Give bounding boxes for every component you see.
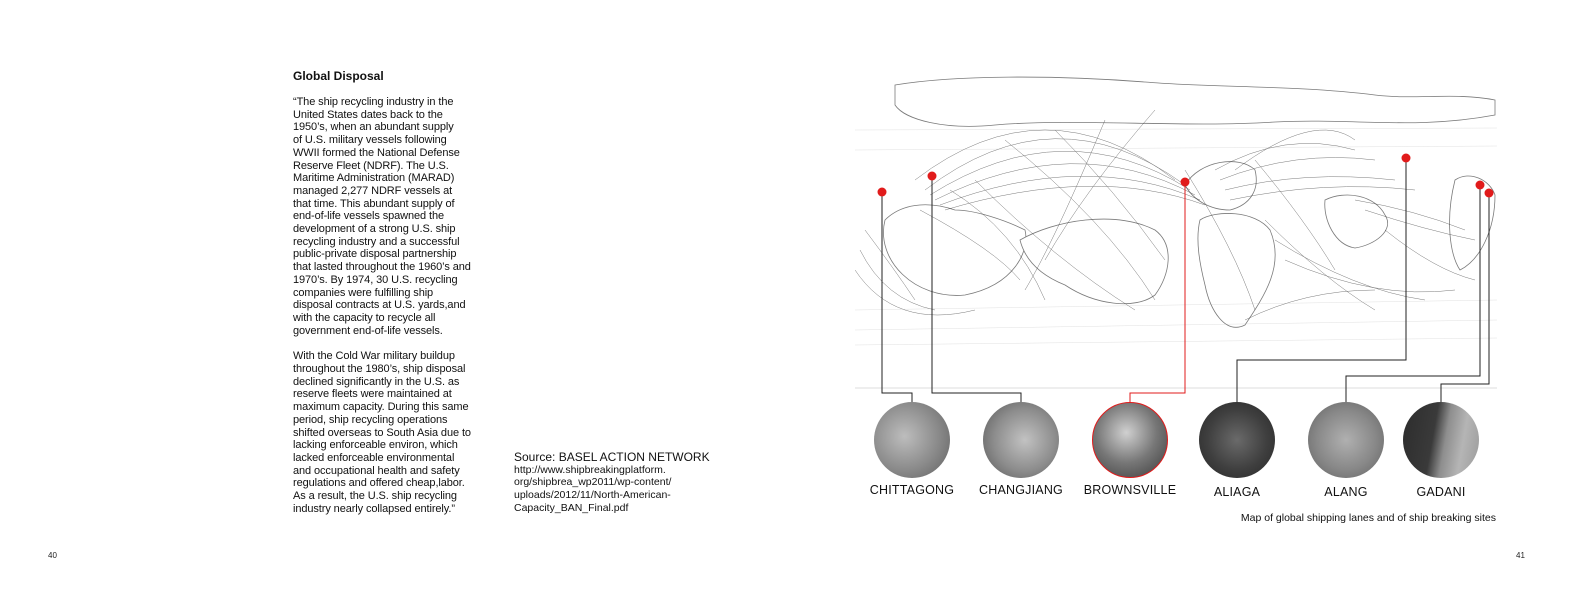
page-number-left: 40 xyxy=(48,551,57,560)
satellite-thumbnail xyxy=(983,402,1059,478)
site-label: CHITTAGONG xyxy=(869,483,955,497)
paragraph-1: “The ship recycling industry in the United States dates back to the 1950’s, when an abundant supply of U.S. military vessels following WWII formed the National Defense Reserve Fleet (NDRF). The U.S. Maritime Administration (MARAD) managed 2,277 NDRF vessels at that time. This abundant supply of end-of-life vessels spawned the development of a strong U.S. ship recycling industry and a successful public-private disposal partnership that lasted throughout the 1960’s and 1970’s. By 1974, 30 U.S. recycling companies were fulfilling ship disposal contracts at U.S. yards,and with the capacity to recycle all government end-of-life vessels. xyxy=(293,96,471,337)
satellite-thumbnail xyxy=(1308,402,1384,478)
site-label: GADANI xyxy=(1416,485,1466,499)
site-label: CHANGJIANG xyxy=(979,483,1063,497)
satellite-thumbnail xyxy=(1199,402,1275,478)
site-label: BROWNSVILLE xyxy=(1083,483,1177,497)
satellite-thumbnail xyxy=(874,402,950,478)
article-body xyxy=(293,96,497,529)
site-chittagong[interactable] xyxy=(862,402,962,497)
site-label: ALIAGA xyxy=(1213,485,1261,499)
satellite-thumbnail xyxy=(1092,402,1168,478)
site-alang[interactable] xyxy=(1296,402,1396,499)
paragraph-2: With the Cold War military buildup throughout the 1980’s, ship disposal declined significantly in the U.S. as reserve fleets were maintained at maximum capacity. During this same period, ship recycling operations shifted overseas to South Asia due to lacking enforceable environ, which lacked enforceable environmental and occupational health and safety regulations and offered cheap,labor. As a result, the U.S. ship recycling industry nearly collapsed entirely.” xyxy=(293,350,471,515)
site-aliaga[interactable] xyxy=(1187,402,1287,499)
site-gadani[interactable] xyxy=(1391,402,1491,499)
shipping-lanes-map xyxy=(855,70,1497,390)
map-caption: Map of global shipping lanes and of ship breaking sites xyxy=(1240,512,1496,524)
site-changjiang[interactable] xyxy=(971,402,1071,497)
source-citation xyxy=(514,451,724,515)
source-url[interactable]: http://www.shipbreakingplatform. org/shipbrea_wp2011/wp-content/ uploads/2012/11/North-American- Capacity_BAN_Final.pdf xyxy=(514,463,672,514)
page-number-right: 41 xyxy=(1516,551,1525,560)
article-title: Global Disposal xyxy=(293,69,384,83)
satellite-thumbnail xyxy=(1403,402,1479,478)
site-label: ALANG xyxy=(1324,485,1368,499)
site-brownsville[interactable] xyxy=(1080,402,1180,497)
source-heading: Source: BASEL ACTION NETWORK xyxy=(514,450,710,464)
